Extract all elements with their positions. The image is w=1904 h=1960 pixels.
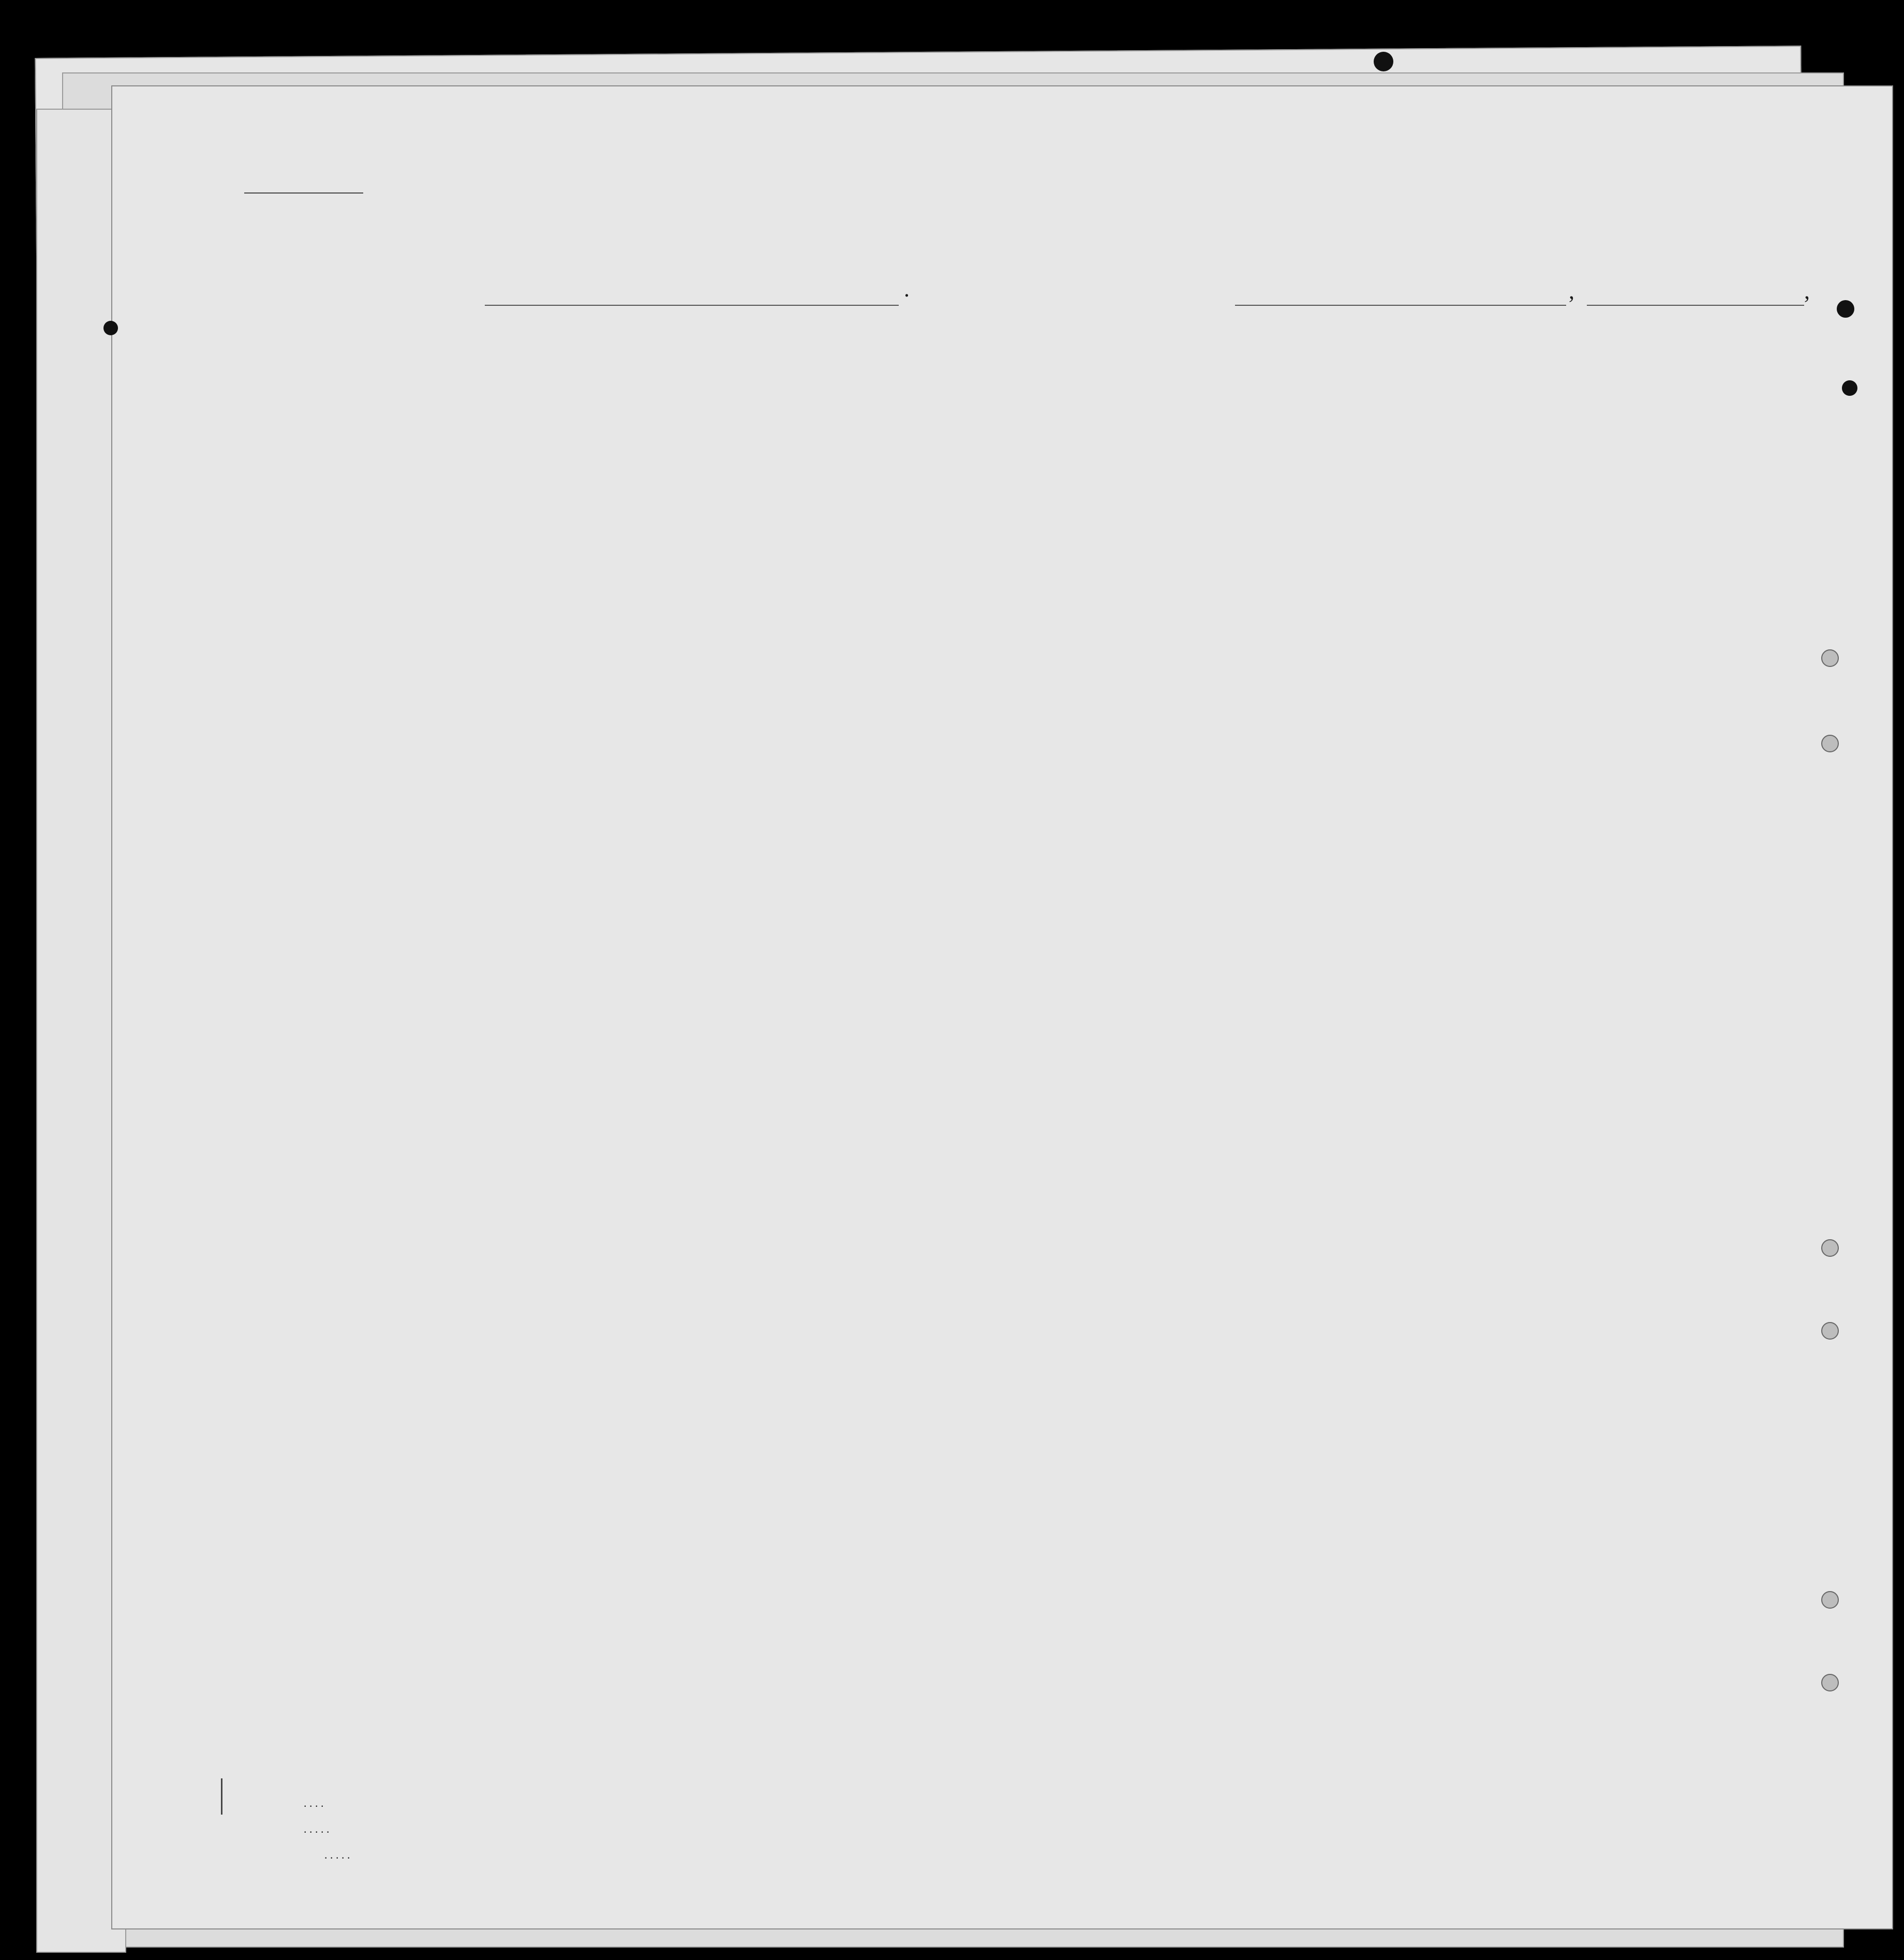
manifest-sheet — [111, 85, 1893, 1929]
binder-hole — [1821, 735, 1839, 752]
punch-mark — [1842, 380, 1857, 396]
footer-us-citizens: . . . . . — [304, 1822, 330, 1835]
footer-total-passengers: . . . . — [304, 1796, 324, 1809]
ship-dot: . — [904, 276, 910, 302]
binder-hole — [1821, 649, 1839, 667]
comma: , — [1569, 278, 1574, 304]
punch-mark — [103, 321, 118, 335]
binder-hole — [1821, 1591, 1839, 1609]
comma: , — [1804, 278, 1810, 304]
footer-aliens: . . . . . — [324, 1848, 350, 1861]
punch-mark — [1374, 52, 1393, 71]
binder-hole — [1821, 1239, 1839, 1257]
binder-hole — [1821, 1674, 1839, 1691]
footer-tick-mark — [221, 1778, 222, 1815]
binder-hole — [1821, 1322, 1839, 1340]
punch-mark — [1837, 300, 1854, 318]
table-grid — [112, 86, 1892, 1928]
